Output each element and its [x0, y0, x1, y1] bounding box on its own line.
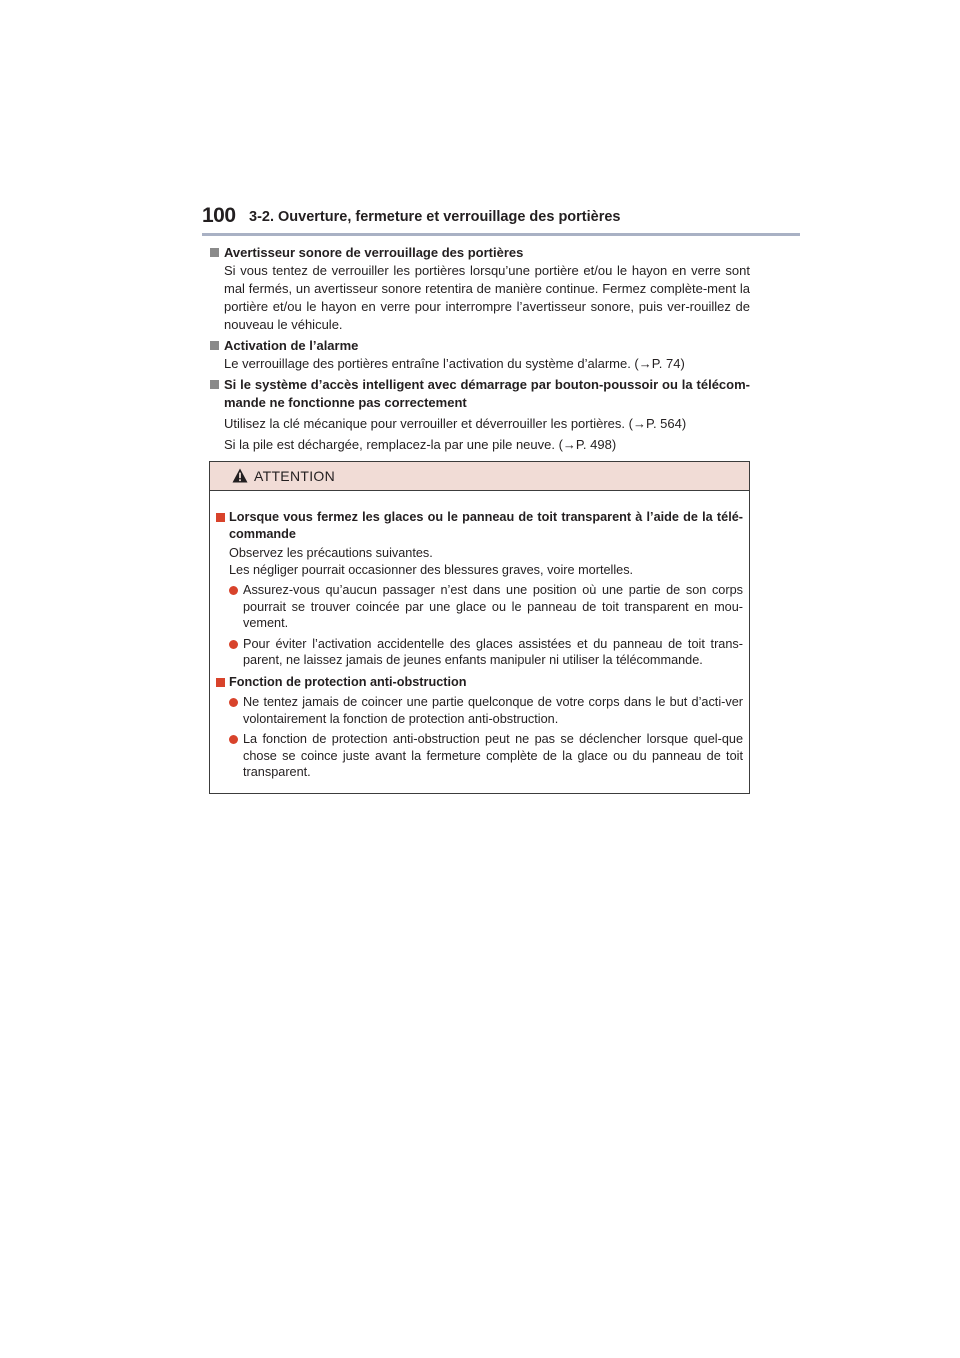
- section-title: 3-2. Ouverture, fermeture et verrouillage des portières: [249, 209, 621, 225]
- warning-heading-text: Fonction de protection anti-obstruction: [229, 674, 467, 689]
- warning-item-text: La fonction de protection anti-obstruction peut ne pas se déclencher lorsque quel-que chose se coince juste avant la fermeture complète de la glace ou du panneau de toit transparent.: [243, 732, 743, 779]
- entry-heading: [210, 244, 750, 262]
- warning-heading-text: Lorsque vous fermez les glaces ou le panneau de toit transparent à l’aide de la télé-commande: [229, 510, 743, 541]
- warning-body: [210, 491, 749, 781]
- warning-section-heading: [216, 674, 743, 691]
- warning-title: ATTENTION: [254, 468, 335, 484]
- square-bullet-icon: [210, 341, 219, 350]
- warning-box: [209, 461, 750, 794]
- entry-heading-text: Activation de l’alarme: [224, 338, 359, 353]
- round-bullet-icon: [229, 640, 238, 649]
- body-content: [210, 244, 750, 457]
- round-bullet-icon: [229, 586, 238, 595]
- entry-door-lock-buzzer: [210, 244, 750, 334]
- entry-paragraph: Si vous tentez de verrouiller les portières lorsqu’une portière et/ou le hayon en verre sont mal fermés, un avertisseur sonore retentira de manière continue. Fermez complète-ment la portière et/ou le hayon en verre pour interrompre l’avertisseur sonore, puis ver-rouillez de nouveau le véhicule.: [224, 263, 750, 332]
- entry-paragraph: Utilisez la clé mécanique pour verrouiller et déverrouiller les portières. (→P. 564): [224, 416, 687, 431]
- square-bullet-icon: [216, 678, 225, 687]
- entry-heading: [210, 376, 750, 412]
- round-bullet-icon: [229, 698, 238, 707]
- square-bullet-icon: [210, 380, 219, 389]
- entry-heading-text: Avertisseur sonore de verrouillage des portières: [224, 245, 524, 260]
- warning-header: [210, 462, 749, 491]
- warning-item: [216, 694, 743, 727]
- warning-item: [216, 731, 743, 781]
- entry-paragraph: Le verrouillage des portières entraîne l’activation du système d’alarme. (→P. 74): [224, 356, 685, 371]
- round-bullet-icon: [229, 735, 238, 744]
- warning-item-text: Pour éviter l’activation accidentelle des glaces assistées et du panneau de toit trans-parent, ne laissez jamais de jeunes enfants manipuler ni utiliser la télécommande.: [243, 636, 743, 667]
- entry-heading-text: Si le système d’accès intelligent avec démarrage par bouton-poussoir ou la télécom-mande ne fonctionne pas correctement: [224, 377, 750, 410]
- warning-intro: Observez les précautions suivantes.: [229, 546, 433, 560]
- square-bullet-icon: [210, 248, 219, 257]
- warning-section-heading: [216, 509, 743, 542]
- entry-smart-access-fault: [210, 376, 750, 454]
- warning-section-anti-pinch: [216, 674, 743, 781]
- entry-heading: [210, 337, 750, 355]
- warning-section-remote-closing: [216, 509, 743, 669]
- page-header: [202, 203, 800, 236]
- warning-item: [216, 582, 743, 632]
- warning-intro: Les négliger pourrait occasionner des blessures graves, voire mortelles.: [229, 562, 634, 577]
- square-bullet-icon: [216, 513, 225, 522]
- entry-paragraph: Si la pile est déchargée, remplacez-la par une pile neuve. (→P. 498): [224, 437, 617, 452]
- warning-triangle-icon: [232, 468, 248, 483]
- page-number: 100: [202, 204, 236, 227]
- warning-item: [216, 636, 743, 669]
- warning-item-text: Assurez-vous qu’aucun passager n’est dans une position où une partie de son corps pourrait se trouver coincée par une glace ou le panneau de toit transparent en mou-vement.: [243, 583, 743, 630]
- entry-alarm-activation: [210, 337, 750, 373]
- warning-item-text: Ne tentez jamais de coincer une partie quelconque de votre corps dans le but d’acti-ver volontairement la fonction de protection anti-obstruction.: [243, 695, 743, 726]
